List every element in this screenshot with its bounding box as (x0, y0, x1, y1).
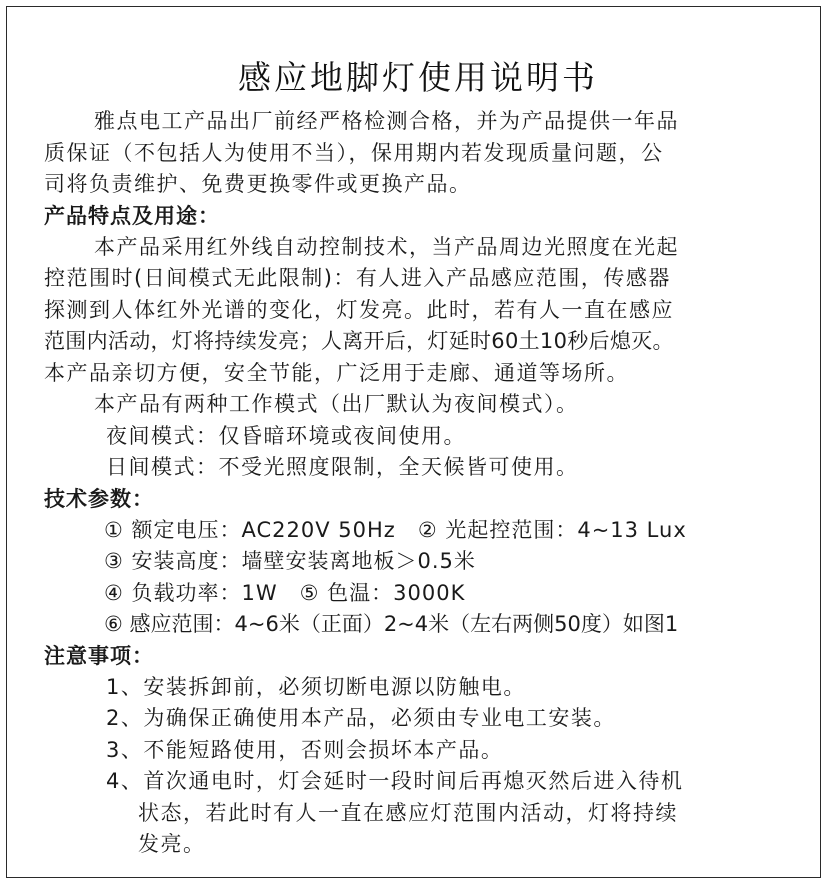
features-line-3: 探测到人体红外光谱的变化，灯发亮。此时，若有人一直在感应 (44, 297, 674, 322)
work-modes-line: 本产品有两种工作模式（出厂默认为夜间模式）。 (94, 392, 579, 416)
features-line-2: 控范围时(日间模式无此限制)：有人进入产品感应范围，传感器 (44, 266, 671, 290)
spec-sensing-range: ⑥ 感应范围：4~6米（正面）2~4米（左右两侧50度）如图1 (104, 612, 679, 636)
features-line-1: 本产品采用红外线自动控制技术，当产品周边光照度在光起 (94, 234, 679, 259)
spec-color-temp: ⑤ 色温：3000K (299, 580, 466, 605)
document-title: 感应地脚灯使用说明书 (238, 58, 598, 97)
features-line-5: 本产品亲切方便，安全节能，广泛用于走廊、通道等场所。 (44, 360, 629, 385)
spec-row-1 (44, 515, 804, 547)
spec-row-2 (44, 546, 804, 578)
spec-install-height: ③ 安装高度：墙壁安装离地板＞0.5米 (104, 549, 476, 573)
note-item-4-line-2: 状态，若此时有人一直在感应灯范围内活动，灯将持续 (138, 800, 678, 825)
note-item-1: 1、安装拆卸前，必须切断电源以防触电。 (106, 674, 526, 699)
note-item-4-line-3: 发亮。 (138, 832, 206, 856)
features-line-4: 范围内活动，灯将持续发亮；人离开后，灯延时60土10秒后熄灭。 (44, 329, 674, 353)
spec-row-3 (44, 578, 804, 610)
intro-line-2: 质保证（不包括人为使用不当），保用期内若发现质量问题，公 (44, 140, 664, 165)
spec-row-4 (44, 609, 804, 641)
spec-rated-voltage: ① 额定电压：AC220V 50Hz (104, 517, 396, 542)
spec-light-range: ② 光起控范围：4~13 Lux (417, 517, 687, 542)
note-item-3: 3、不能短路使用，否则会损坏本产品。 (106, 737, 504, 762)
note-item-4-line-1: 4、首次通电时，灯会延时一段时间后再熄灭然后进入待机 (106, 769, 684, 793)
features-heading: 产品特点及用途： (44, 203, 220, 228)
day-mode-line: 日间模式：不受光照度限制，全天候皆可使用。 (106, 455, 579, 479)
note-item-2: 2、为确保正确使用本产品，必须由专业电工安装。 (106, 706, 616, 730)
notes-heading: 注意事项： (44, 643, 154, 668)
night-mode-line: 夜间模式：仅昏暗环境或夜间使用。 (106, 423, 466, 448)
instruction-document (44, 56, 804, 861)
spec-load-power: ④ 负载功率：1W (104, 580, 278, 605)
intro-line-1: 雅点电工产品出厂前经严格检测合格，并为产品提供一年品 (94, 109, 679, 133)
specs-heading: 技术参数： (44, 486, 154, 511)
intro-line-3: 司将负责维护、免费更换零件或更换产品。 (44, 172, 472, 196)
